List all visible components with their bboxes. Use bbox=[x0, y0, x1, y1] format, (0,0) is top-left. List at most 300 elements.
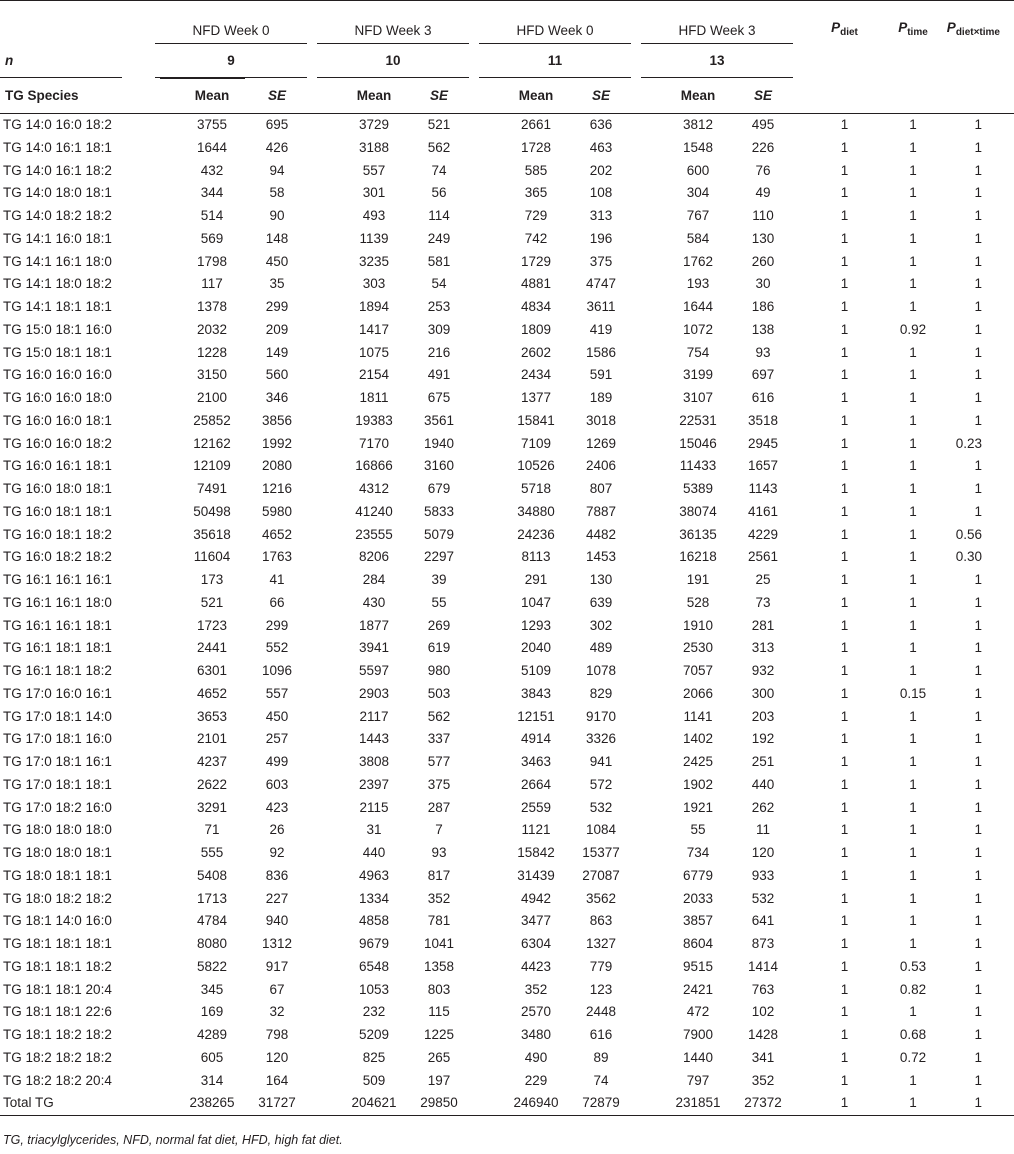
value-cell: 90 bbox=[269, 208, 285, 223]
value-cell: 1 bbox=[909, 481, 917, 496]
value-cell: 24236 bbox=[517, 526, 555, 542]
value-cell: 1 bbox=[909, 867, 917, 883]
value-cell: 193 bbox=[686, 276, 710, 292]
value-cell: 1 bbox=[974, 344, 982, 360]
se-header: SE bbox=[267, 87, 286, 103]
value-cell: 2425 bbox=[682, 754, 714, 769]
value-cell: 344 bbox=[200, 185, 224, 201]
value-cell: 1 bbox=[974, 367, 982, 383]
value-cell: 1 bbox=[974, 481, 982, 496]
value-cell: 1 bbox=[974, 640, 982, 656]
value-cell: 249 bbox=[427, 230, 451, 246]
value-cell: 1 bbox=[840, 435, 849, 451]
value-cell: 450 bbox=[265, 253, 289, 269]
value-cell: 941 bbox=[589, 754, 613, 769]
value-cell: 8206 bbox=[358, 549, 390, 565]
value-cell: 117 bbox=[201, 276, 223, 292]
value-cell: 1 bbox=[909, 754, 917, 769]
species-cell: TG 14:0 18:0 18:1 bbox=[3, 185, 112, 201]
value-cell: 603 bbox=[265, 776, 289, 792]
value-cell: 71 bbox=[204, 822, 220, 838]
value-cell: 6548 bbox=[358, 958, 390, 974]
value-cell: 734 bbox=[686, 845, 710, 860]
value-cell: 1 bbox=[909, 936, 917, 951]
value-cell: 2664 bbox=[520, 776, 552, 792]
table-row bbox=[0, 546, 1014, 569]
p-diet-header: Pdiet bbox=[831, 20, 858, 38]
value-cell: 1 bbox=[974, 890, 982, 906]
value-cell: 1 bbox=[909, 913, 917, 929]
value-cell: 1586 bbox=[585, 344, 617, 360]
species-cell: TG 18:1 18:1 20:4 bbox=[3, 981, 112, 997]
table-row bbox=[0, 319, 1014, 342]
value-cell: 521 bbox=[200, 594, 224, 610]
value-cell: 1940 bbox=[423, 435, 455, 451]
value-cell: 0.82 bbox=[899, 981, 927, 997]
value-cell: 4914 bbox=[520, 731, 552, 747]
value-cell: 1 bbox=[840, 685, 849, 701]
value-cell: 463 bbox=[589, 139, 613, 155]
value-cell: 50498 bbox=[193, 503, 231, 519]
table-row bbox=[0, 774, 1014, 797]
value-cell: 1 bbox=[974, 276, 982, 292]
value-cell: 3199 bbox=[682, 367, 714, 383]
value-cell: 5718 bbox=[520, 481, 552, 496]
value-cell: 1 bbox=[840, 822, 849, 838]
table-row bbox=[0, 1024, 1014, 1047]
value-cell: 5408 bbox=[196, 867, 228, 883]
species-cell: TG 18:2 18:2 18:2 bbox=[3, 1049, 112, 1065]
value-cell: 4423 bbox=[520, 958, 552, 974]
value-cell: 1992 bbox=[261, 435, 293, 451]
value-cell: 3480 bbox=[520, 1027, 552, 1042]
value-cell: 2561 bbox=[747, 549, 779, 565]
value-cell: 1 bbox=[974, 708, 982, 724]
se-header: SE bbox=[591, 87, 610, 103]
species-cell: TG 18:1 18:1 22:6 bbox=[3, 1004, 112, 1020]
value-cell: 1 bbox=[974, 1004, 982, 1020]
value-cell: 1 bbox=[974, 390, 982, 405]
value-cell: 490 bbox=[524, 1049, 548, 1065]
table-row bbox=[0, 296, 1014, 319]
group-header-row bbox=[0, 1, 1014, 44]
value-cell: 532 bbox=[751, 890, 775, 906]
value-cell: 54 bbox=[431, 276, 447, 292]
value-cell: 1 bbox=[840, 845, 849, 860]
value-cell: 1 bbox=[909, 390, 917, 405]
value-cell: 1 bbox=[840, 913, 849, 929]
value-cell: 49 bbox=[755, 185, 771, 201]
table-row bbox=[0, 865, 1014, 888]
species-cell: TG 18:1 14:0 16:0 bbox=[3, 913, 112, 929]
value-cell: 555 bbox=[200, 845, 224, 860]
value-cell: 754 bbox=[686, 344, 710, 360]
group-header-hfd-week0: HFD Week 0 bbox=[516, 23, 594, 38]
value-cell: 4942 bbox=[520, 890, 552, 906]
value-cell: 93 bbox=[431, 845, 447, 860]
value-cell: 503 bbox=[427, 685, 451, 701]
value-cell: 9679 bbox=[358, 936, 390, 951]
value-cell: 89 bbox=[593, 1049, 609, 1065]
value-cell: 1 bbox=[974, 594, 982, 610]
value-cell: 1 bbox=[840, 367, 849, 383]
species-header: TG Species bbox=[5, 87, 79, 103]
value-cell: 803 bbox=[427, 981, 451, 997]
value-cell: 1141 bbox=[683, 708, 713, 724]
species-cell: TG 15:0 18:1 16:0 bbox=[3, 321, 112, 337]
value-cell: 825 bbox=[362, 1049, 386, 1065]
value-cell: 1 bbox=[909, 1072, 917, 1088]
species-cell: TG 18:1 18:1 18:1 bbox=[3, 936, 112, 951]
value-cell: 0.23 bbox=[955, 435, 982, 451]
value-cell: 432 bbox=[200, 162, 224, 178]
value-cell: 4834 bbox=[520, 299, 552, 314]
value-cell: 1 bbox=[974, 958, 982, 974]
value-cell: 262 bbox=[751, 799, 775, 815]
n-row bbox=[0, 43, 1014, 77]
species-cell: TG 16:0 16:0 18:0 bbox=[3, 390, 112, 405]
value-cell: 1402 bbox=[682, 731, 714, 747]
value-cell: 1377 bbox=[520, 390, 552, 405]
value-cell: 3812 bbox=[682, 117, 714, 132]
value-cell: 2441 bbox=[196, 640, 228, 656]
value-cell: 7900 bbox=[682, 1027, 714, 1042]
value-cell: 3018 bbox=[585, 412, 617, 428]
value-cell: 9170 bbox=[585, 708, 617, 724]
species-cell: TG 14:1 16:0 18:1 bbox=[3, 230, 112, 246]
value-cell: 1 bbox=[840, 253, 849, 269]
value-cell: 616 bbox=[751, 390, 775, 405]
value-cell: 584 bbox=[686, 230, 710, 246]
table-row bbox=[0, 751, 1014, 774]
value-cell: 27372 bbox=[736, 1092, 798, 1115]
species-cell: TG 18:0 18:0 18:0 bbox=[3, 822, 112, 838]
value-cell: 1 bbox=[974, 776, 982, 792]
value-cell: 1 bbox=[840, 1072, 849, 1088]
value-cell: 2397 bbox=[358, 776, 390, 792]
value-cell: 779 bbox=[589, 958, 613, 974]
value-cell: 1 bbox=[974, 799, 982, 815]
value-cell: 5079 bbox=[423, 526, 455, 542]
value-cell: 108 bbox=[589, 185, 613, 201]
value-cell: 1 bbox=[840, 481, 849, 496]
value-cell: 16866 bbox=[355, 458, 393, 474]
value-cell: 216 bbox=[427, 344, 451, 360]
value-cell: 552 bbox=[265, 640, 289, 656]
value-cell: 1 bbox=[909, 731, 917, 747]
value-cell: 72879 bbox=[574, 1092, 636, 1115]
value-cell: 1228 bbox=[196, 344, 228, 360]
value-cell: 2040 bbox=[520, 640, 552, 656]
value-cell: 2100 bbox=[196, 390, 228, 405]
value-cell: 173 bbox=[200, 572, 224, 587]
value-cell: 3463 bbox=[520, 754, 552, 769]
value-cell: 1713 bbox=[196, 890, 228, 906]
species-cell: TG 14:1 18:0 18:2 bbox=[3, 276, 112, 292]
value-cell: 1143 bbox=[748, 481, 778, 496]
n-hfd-week3: 13 bbox=[709, 52, 725, 68]
value-cell: 4237 bbox=[196, 754, 228, 769]
value-cell: 1121 bbox=[521, 822, 551, 838]
value-cell: 130 bbox=[589, 572, 613, 587]
table-row bbox=[0, 182, 1014, 205]
species-cell: TG 14:0 16:1 18:1 bbox=[3, 139, 112, 155]
value-cell: 192 bbox=[751, 731, 775, 747]
value-cell: 1414 bbox=[747, 958, 779, 974]
value-cell: 375 bbox=[427, 776, 451, 792]
species-cell: TG 16:0 16:0 18:1 bbox=[3, 412, 112, 428]
value-cell: 1723 bbox=[196, 617, 228, 633]
value-cell: 577 bbox=[427, 754, 451, 769]
value-cell: 246940 bbox=[474, 1092, 574, 1115]
value-cell: 4289 bbox=[196, 1027, 228, 1042]
value-cell: 1428 bbox=[747, 1027, 779, 1042]
table-row bbox=[0, 455, 1014, 478]
value-cell: 641 bbox=[751, 913, 775, 929]
species-cell: TG 18:0 18:0 18:1 bbox=[3, 845, 112, 860]
value-cell: 5597 bbox=[358, 663, 390, 678]
value-cell: 1 bbox=[974, 936, 982, 951]
value-cell: 120 bbox=[265, 1049, 289, 1065]
value-cell: 1 bbox=[974, 822, 982, 838]
value-cell: 7887 bbox=[585, 503, 617, 519]
value-cell: 3562 bbox=[585, 890, 617, 906]
value-cell: 1 bbox=[840, 390, 849, 405]
table-row bbox=[0, 706, 1014, 729]
value-cell: 499 bbox=[265, 754, 289, 769]
value-cell: 1 bbox=[974, 139, 982, 155]
value-cell: 1 bbox=[974, 617, 982, 633]
value-cell: 41 bbox=[269, 572, 285, 587]
value-cell: 557 bbox=[362, 162, 386, 178]
species-cell: TG 14:0 16:1 18:2 bbox=[3, 162, 112, 178]
table-row bbox=[0, 956, 1014, 979]
value-cell: 265 bbox=[427, 1049, 451, 1065]
value-cell: 0.68 bbox=[899, 1027, 927, 1042]
value-cell: 1417 bbox=[358, 321, 390, 337]
value-cell: 1 bbox=[974, 1027, 982, 1042]
value-cell: 1 bbox=[974, 572, 982, 587]
value-cell: 304 bbox=[686, 185, 710, 201]
value-cell: 585 bbox=[524, 162, 548, 178]
value-cell: 1 bbox=[840, 958, 849, 974]
value-cell: 1 bbox=[909, 503, 917, 519]
value-cell: 0.53 bbox=[899, 958, 927, 974]
value-cell: 27087 bbox=[582, 867, 620, 883]
value-cell: 202 bbox=[589, 162, 613, 178]
value-cell: 25852 bbox=[193, 412, 231, 428]
value-cell: 1047 bbox=[520, 594, 552, 610]
value-cell: 509 bbox=[362, 1072, 386, 1088]
value-cell: 55 bbox=[431, 594, 447, 610]
value-cell: 257 bbox=[265, 731, 289, 747]
species-cell: TG 18:1 18:2 18:2 bbox=[3, 1027, 112, 1042]
value-cell: 430 bbox=[362, 594, 386, 610]
value-cell: 1 bbox=[974, 185, 982, 201]
value-cell: 1763 bbox=[261, 549, 293, 565]
table-row bbox=[0, 1070, 1014, 1093]
value-cell: 980 bbox=[427, 663, 451, 678]
value-cell: 514 bbox=[200, 208, 224, 223]
value-cell: 36135 bbox=[679, 526, 717, 542]
value-cell: 4881 bbox=[520, 276, 552, 292]
value-cell: 66 bbox=[269, 594, 285, 610]
value-cell: 1811 bbox=[359, 390, 389, 405]
value-cell: 1657 bbox=[747, 458, 779, 474]
value-cell: 1053 bbox=[358, 981, 390, 997]
value-cell: 41240 bbox=[355, 503, 393, 519]
value-cell: 0.92 bbox=[899, 321, 927, 337]
species-cell: TG 14:0 18:2 18:2 bbox=[3, 208, 112, 223]
value-cell: 123 bbox=[589, 981, 613, 997]
value-cell: 5833 bbox=[423, 503, 455, 519]
value-cell: 4482 bbox=[585, 526, 617, 542]
value-cell: 8080 bbox=[196, 936, 228, 951]
value-cell: 11 bbox=[755, 822, 770, 838]
value-cell: 251 bbox=[751, 754, 775, 769]
table-row bbox=[0, 364, 1014, 387]
value-cell: 11433 bbox=[679, 458, 717, 474]
species-cell: TG 17:0 16:0 16:1 bbox=[3, 685, 112, 701]
value-cell: 1 bbox=[909, 549, 917, 565]
value-cell: 1 bbox=[974, 253, 982, 269]
value-cell: 1078 bbox=[585, 663, 617, 678]
value-cell: 3941 bbox=[358, 640, 390, 656]
value-cell: 226 bbox=[751, 139, 775, 155]
value-cell: 2622 bbox=[196, 776, 228, 792]
value-cell: 9515 bbox=[682, 958, 714, 974]
value-cell: 4747 bbox=[585, 276, 617, 292]
table-row bbox=[0, 433, 1014, 456]
value-cell: 1 bbox=[909, 230, 917, 246]
value-cell: 29850 bbox=[412, 1092, 474, 1115]
value-cell: 873 bbox=[751, 936, 775, 951]
table-row bbox=[0, 637, 1014, 660]
value-cell: 31 bbox=[366, 822, 382, 838]
value-cell: 3518 bbox=[747, 412, 779, 428]
value-cell: 4963 bbox=[358, 867, 390, 883]
value-cell: 92 bbox=[269, 845, 285, 860]
value-cell: 1644 bbox=[196, 139, 228, 155]
value-cell: 26 bbox=[269, 822, 285, 838]
mean-header: Mean bbox=[680, 87, 716, 103]
value-cell: 1729 bbox=[520, 253, 552, 269]
value-cell: 1 bbox=[935, 1092, 1014, 1115]
value-cell: 231851 bbox=[636, 1092, 736, 1115]
value-cell: 3611 bbox=[586, 299, 616, 314]
value-cell: 1 bbox=[909, 572, 917, 587]
value-cell: 2115 bbox=[359, 799, 389, 815]
value-cell: 2661 bbox=[520, 117, 552, 132]
value-cell: 532 bbox=[589, 799, 613, 815]
value-cell: 1 bbox=[840, 412, 849, 428]
table-row bbox=[0, 137, 1014, 160]
species-cell: TG 14:0 16:0 18:2 bbox=[3, 117, 112, 132]
species-cell: TG 16:0 18:1 18:1 bbox=[3, 503, 112, 519]
species-cell: TG 16:1 16:1 18:1 bbox=[3, 617, 112, 633]
value-cell: 169 bbox=[200, 1004, 224, 1020]
value-cell: 1 bbox=[974, 503, 982, 519]
value-cell: 1 bbox=[974, 162, 982, 178]
value-cell: 1 bbox=[974, 117, 982, 132]
species-cell: TG 16:0 16:0 18:2 bbox=[3, 435, 112, 451]
value-cell: 7 bbox=[435, 822, 443, 838]
species-cell: TG 17:0 18:2 16:0 bbox=[3, 799, 112, 815]
table-row bbox=[0, 251, 1014, 274]
table-row bbox=[0, 660, 1014, 683]
value-cell: 1 bbox=[840, 276, 849, 292]
value-cell: 300 bbox=[751, 685, 775, 701]
value-cell: 5109 bbox=[520, 663, 552, 678]
value-cell: 562 bbox=[427, 708, 451, 724]
value-cell: 253 bbox=[427, 299, 451, 314]
value-cell: 3291 bbox=[196, 799, 228, 815]
value-cell: 1 bbox=[840, 185, 849, 201]
value-cell: 2101 bbox=[196, 731, 228, 747]
value-cell: 39 bbox=[431, 572, 447, 587]
value-cell: 572 bbox=[589, 776, 613, 792]
value-cell: 313 bbox=[751, 640, 775, 656]
value-cell: 1 bbox=[909, 299, 917, 314]
value-cell: 4161 bbox=[747, 503, 779, 519]
value-cell: 352 bbox=[427, 890, 451, 906]
value-cell: 1 bbox=[840, 776, 849, 792]
value-cell: 2297 bbox=[423, 549, 455, 565]
value-cell: 1 bbox=[909, 162, 917, 178]
value-cell: 1 bbox=[840, 572, 849, 587]
table-row bbox=[0, 387, 1014, 410]
value-cell: 1139 bbox=[359, 230, 389, 246]
value-cell: 440 bbox=[362, 845, 386, 860]
value-cell: 1 bbox=[840, 1049, 849, 1065]
value-cell: 102 bbox=[751, 1004, 775, 1020]
value-cell: 1096 bbox=[261, 663, 293, 678]
value-cell: 933 bbox=[751, 867, 775, 883]
value-cell: 495 bbox=[751, 117, 775, 132]
value-cell: 58 bbox=[269, 185, 285, 201]
value-cell: 1728 bbox=[520, 139, 552, 155]
value-cell: 600 bbox=[686, 162, 710, 178]
value-cell: 472 bbox=[686, 1004, 710, 1020]
value-cell: 3477 bbox=[520, 913, 552, 929]
table-body bbox=[0, 114, 1014, 1116]
value-cell: 591 bbox=[589, 367, 613, 383]
species-cell: TG 16:1 16:1 16:1 bbox=[3, 572, 112, 587]
species-cell: TG 16:0 18:2 18:2 bbox=[3, 549, 112, 565]
value-cell: 1327 bbox=[585, 936, 617, 951]
value-cell: 5389 bbox=[682, 481, 714, 496]
value-cell: 238265 bbox=[150, 1092, 250, 1115]
value-cell: 489 bbox=[589, 640, 613, 656]
value-cell: 0.72 bbox=[899, 1049, 927, 1065]
value-cell: 352 bbox=[524, 981, 548, 997]
group-header-nfd-week0: NFD Week 0 bbox=[192, 23, 270, 38]
value-cell: 1 bbox=[909, 640, 917, 656]
value-cell: 1041 bbox=[423, 936, 455, 951]
value-cell: 1 bbox=[840, 640, 849, 656]
value-cell: 1 bbox=[974, 458, 982, 474]
value-cell: 74 bbox=[431, 162, 447, 178]
n-nfd-week3: 10 bbox=[385, 52, 401, 68]
value-cell: 1 bbox=[840, 299, 849, 314]
value-cell: 528 bbox=[686, 594, 710, 610]
value-cell: 11604 bbox=[193, 549, 231, 565]
value-cell: 313 bbox=[589, 208, 613, 223]
p-time-header: Ptime bbox=[898, 20, 928, 38]
table-row bbox=[0, 819, 1014, 842]
species-cell: TG 16:0 18:1 18:2 bbox=[3, 526, 112, 542]
value-cell: 1378 bbox=[196, 299, 228, 314]
